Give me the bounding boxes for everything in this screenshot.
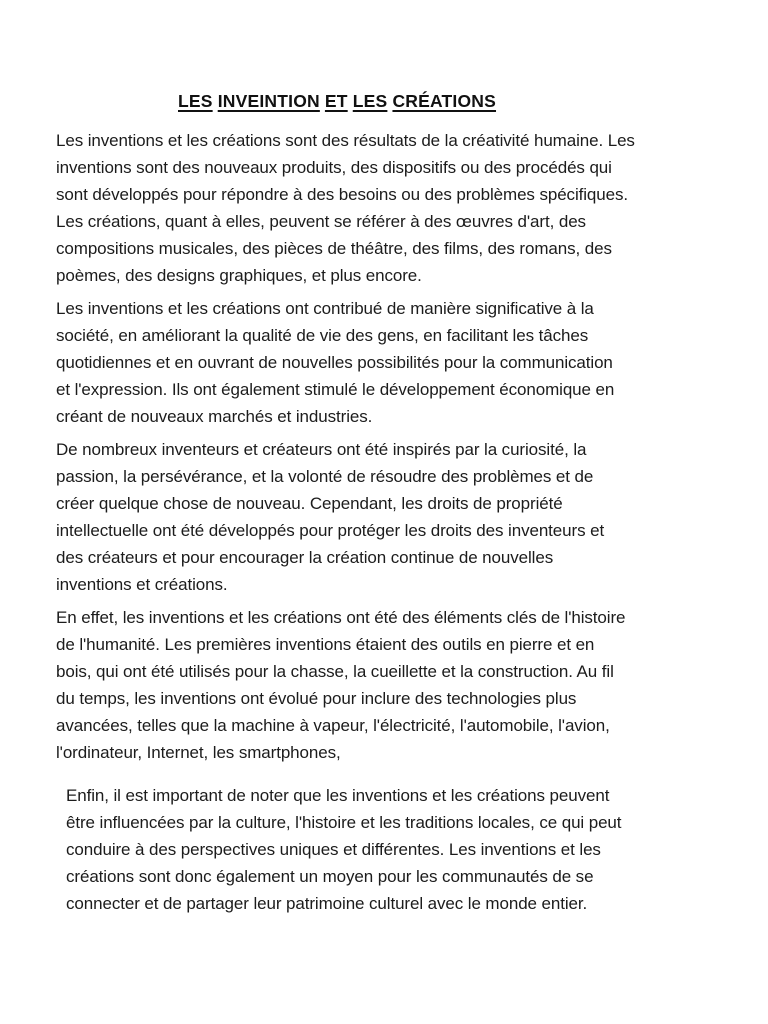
document-body [56, 88, 724, 923]
text-line: De nombreux inventeurs et créateurs ont été inspirés par la curiosité, la [56, 440, 587, 459]
text-line: sont développés pour répondre à des besoins ou des problèmes spécifiques. [56, 185, 629, 204]
paragraph-1 [56, 127, 724, 289]
paragraph-2 [56, 295, 724, 430]
document-title [178, 88, 724, 115]
paragraph-4 [56, 604, 724, 766]
title-word: LES [178, 91, 213, 111]
text-line: créer quelque chose de nouveau. Cependant, les droits de propriété [56, 494, 563, 513]
text-line: et l'expression. Ils ont également stimulé le développement économique en [56, 380, 615, 399]
text-line: Enfin, il est important de noter que les inventions et les créations peuvent [66, 786, 610, 805]
text-line: créant de nouveaux marchés et industries. [56, 407, 373, 426]
text-line: être influencées par la culture, l'histoire et les traditions locales, ce qui peut [66, 813, 622, 832]
text-line: avancées, telles que la machine à vapeur, l'électricité, l'automobile, l'avion, [56, 716, 610, 735]
text-line: l'ordinateur, Internet, les smartphones, [56, 743, 341, 762]
text-line: connecter et de partager leur patrimoine culturel avec le monde entier. [66, 894, 588, 913]
title-word: LES [352, 91, 388, 111]
text-line: créations sont donc également un moyen pour les communautés de se [66, 867, 594, 886]
text-line: inventions et créations. [56, 575, 228, 594]
text-line: passion, la persévérance, et la volonté de résoudre des problèmes et de [56, 467, 594, 486]
text-line: En effet, les inventions et les créations ont été des éléments clés de l'histoire [56, 608, 626, 627]
title-word: INVEINTION [217, 91, 320, 111]
text-line: quotidiennes et en ouvrant de nouvelles possibilités pour la communication [56, 353, 613, 372]
text-line: intellectuelle ont été développés pour protéger les droits des inventeurs et [56, 521, 605, 540]
paragraph-3 [56, 436, 724, 598]
paragraph-5 [56, 782, 724, 917]
text-line: compositions musicales, des pièces de théâtre, des films, des romans, des [56, 239, 612, 258]
text-line: poèmes, des designs graphiques, et plus encore. [56, 266, 422, 285]
text-line: bois, qui ont été utilisés pour la chasse, la cueillette et la construction. Au fil [56, 662, 614, 681]
text-line: inventions sont des nouveaux produits, des dispositifs ou des procédés qui [56, 158, 612, 177]
text-line: société, en améliorant la qualité de vie des gens, en facilitant les tâches [56, 326, 589, 345]
title-word: CRÉATIONS [392, 91, 497, 111]
text-line: de l'humanité. Les premières inventions étaient des outils en pierre et en [56, 635, 595, 654]
text-line: conduire à des perspectives uniques et différentes. Les inventions et les [66, 840, 601, 859]
text-line: Les inventions et les créations sont des résultats de la créativité humaine. Les [56, 131, 635, 150]
title-word: ET [324, 91, 348, 111]
text-line: du temps, les inventions ont évolué pour inclure des technologies plus [56, 689, 577, 708]
text-line: Les inventions et les créations ont contribué de manière significative à la [56, 299, 594, 318]
text-line: des créateurs et pour encourager la création continue de nouvelles [56, 548, 554, 567]
text-line: Les créations, quant à elles, peuvent se référer à des œuvres d'art, des [56, 212, 586, 231]
